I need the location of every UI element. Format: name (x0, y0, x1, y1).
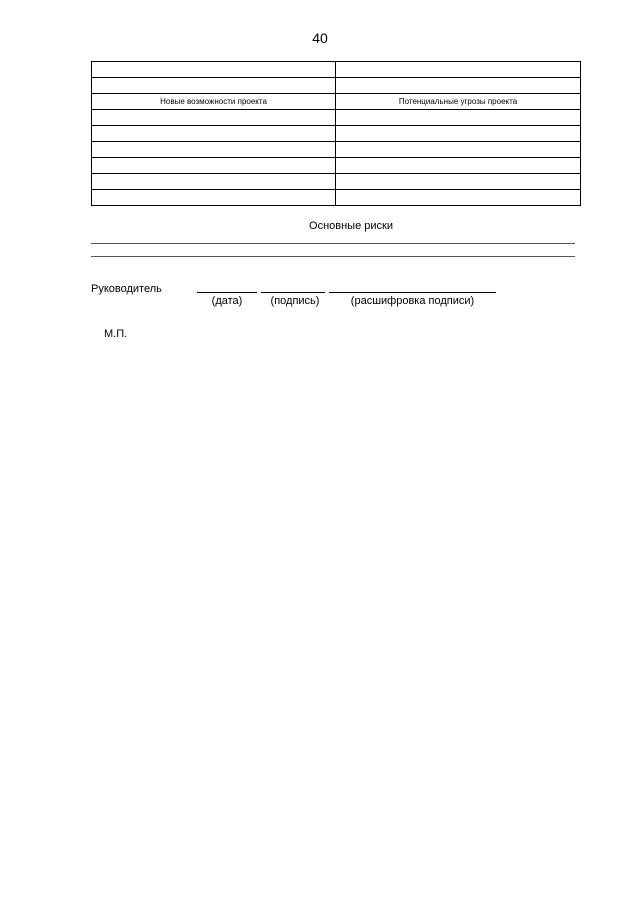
table-row (92, 190, 581, 206)
table-cell (92, 110, 336, 126)
table-row (92, 142, 581, 158)
page-number: 40 (312, 30, 328, 46)
date-caption: (дата) (211, 295, 243, 307)
stamp-label: М.П. (104, 328, 128, 340)
table-cell (336, 78, 581, 94)
table-row (92, 126, 581, 142)
table-cell (336, 62, 581, 78)
table-cell (336, 142, 581, 158)
table-cell (92, 190, 336, 206)
table-cell (92, 62, 336, 78)
signature-caption: (подпись) (270, 295, 320, 307)
table-row (92, 78, 581, 94)
table-cell (92, 142, 336, 158)
header-threats: Потенциальные угрозы проекта (336, 94, 581, 110)
table-row (92, 110, 581, 126)
table-cell (336, 174, 581, 190)
signature-line (261, 292, 325, 293)
table-cell (92, 158, 336, 174)
table-cell (336, 158, 581, 174)
signature-decode-line (329, 292, 496, 293)
table-row (92, 174, 581, 190)
table-cell (336, 190, 581, 206)
table-cell (92, 174, 336, 190)
table-cell (336, 126, 581, 142)
table-cell (336, 110, 581, 126)
table-row (92, 158, 581, 174)
header-opportunities: Новые возможности проекта (92, 94, 336, 110)
signature-decode-caption: (расшифровка подписи) (350, 295, 475, 307)
table-row (92, 62, 581, 78)
risks-title: Основные риски (309, 220, 393, 232)
table-cell (92, 126, 336, 142)
risk-entry-line (91, 256, 575, 257)
swot-table (91, 61, 581, 206)
table-cell (92, 78, 336, 94)
risk-entry-line (91, 243, 575, 244)
signer-label: Руководитель (91, 283, 162, 295)
date-line (197, 292, 257, 293)
table-header-row (92, 94, 581, 110)
